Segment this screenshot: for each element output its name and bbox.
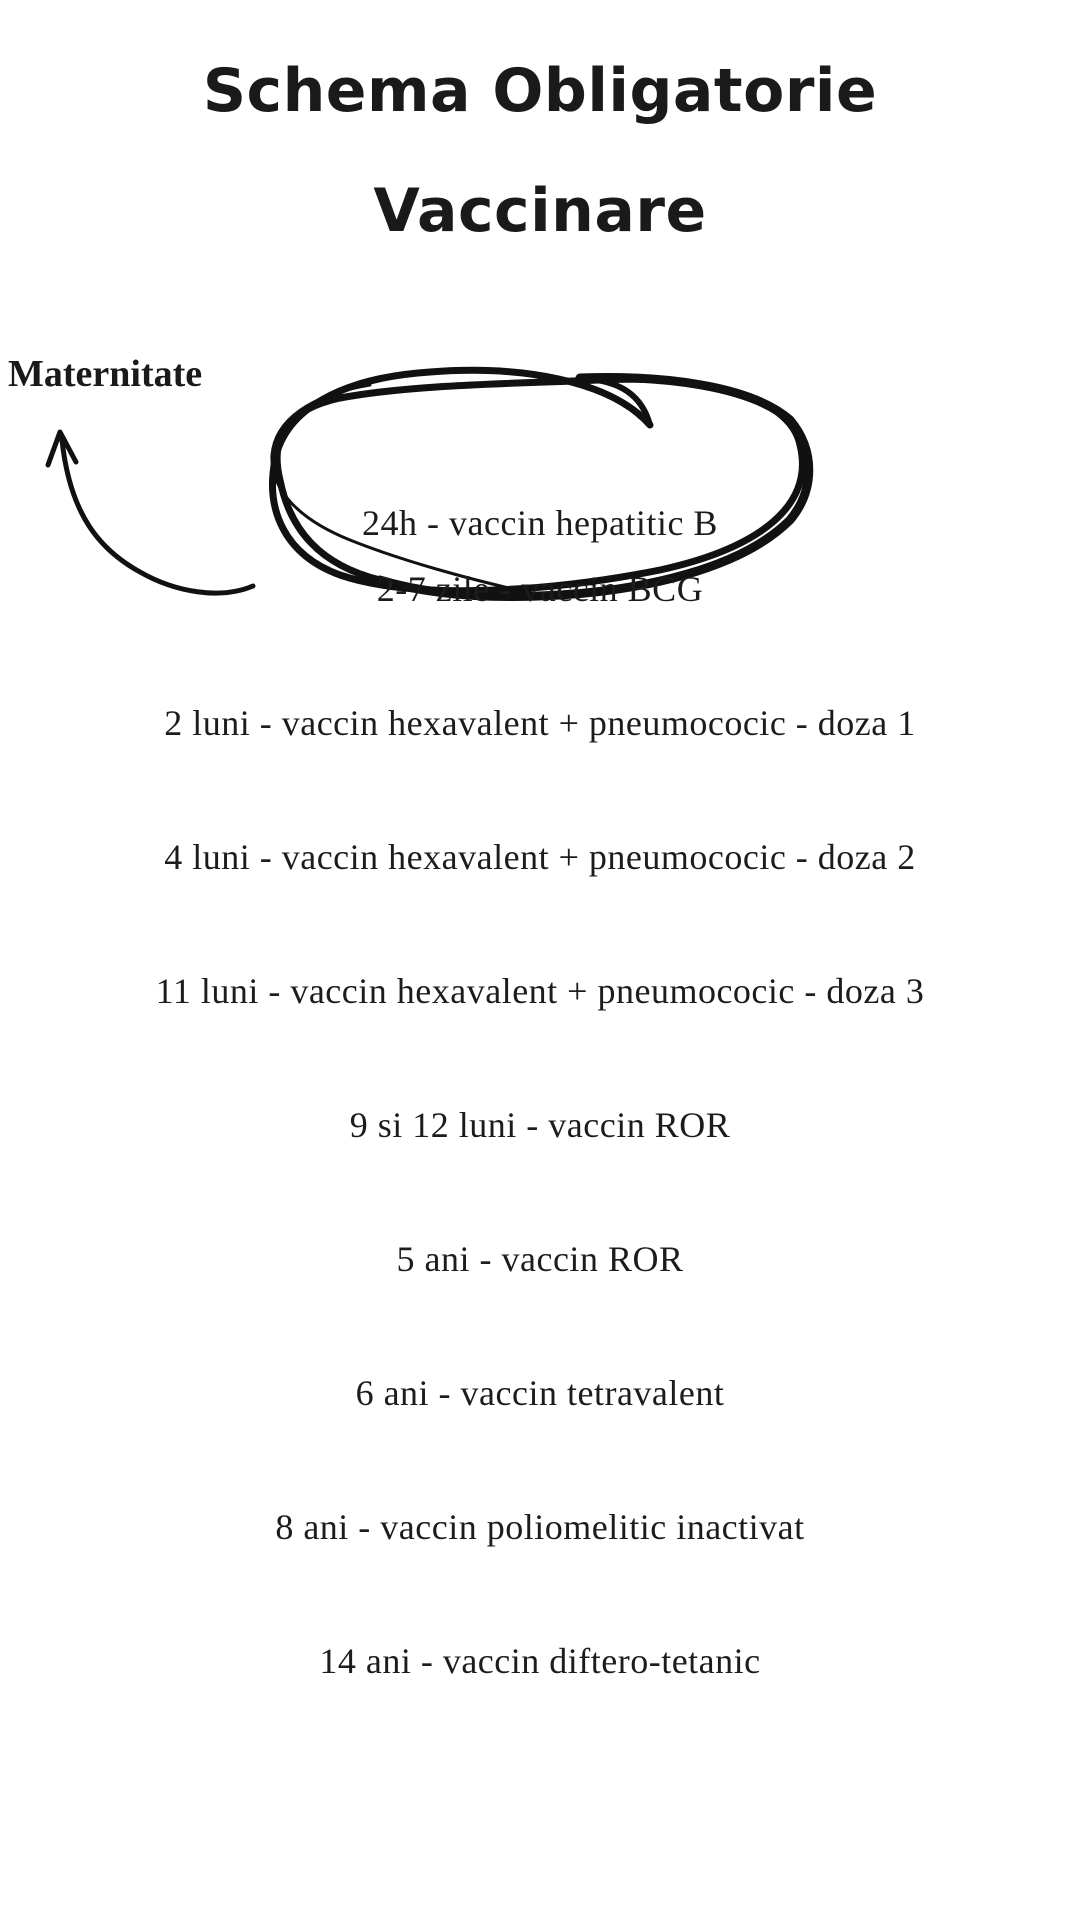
schedule-item: 5 ani - vaccin ROR (396, 1239, 684, 1279)
arrow-icon (48, 432, 253, 593)
title-line-2: Vaccinare (373, 176, 707, 246)
schedule-item: 2 luni - vaccin hexavalent + pneumococic - doza 1 (164, 703, 916, 743)
hand-drawn-circle-icon (272, 370, 809, 596)
schedule-item: 6 ani - vaccin tetravalent (355, 1373, 725, 1413)
schedule-item: 11 luni - vaccin hexavalent + pneumococic - doza 3 (155, 971, 925, 1011)
maternity-item-1: 24h - vaccin hepatitic B (362, 503, 718, 543)
schedule-item: 14 ani - vaccin diftero-tetanic (319, 1641, 761, 1681)
schedule-item: 8 ani - vaccin poliomelitic inactivat (275, 1507, 805, 1547)
title-line-1: Schema Obligatorie (202, 56, 878, 126)
schedule-item: 4 luni - vaccin hexavalent + pneumococic - doza 2 (164, 837, 916, 877)
schedule-item: 9 si 12 luni - vaccin ROR (349, 1105, 731, 1145)
maternity-item-2: 2-7 zile - vaccin BCG (376, 569, 704, 609)
maternity-label: Maternitate (8, 353, 203, 395)
